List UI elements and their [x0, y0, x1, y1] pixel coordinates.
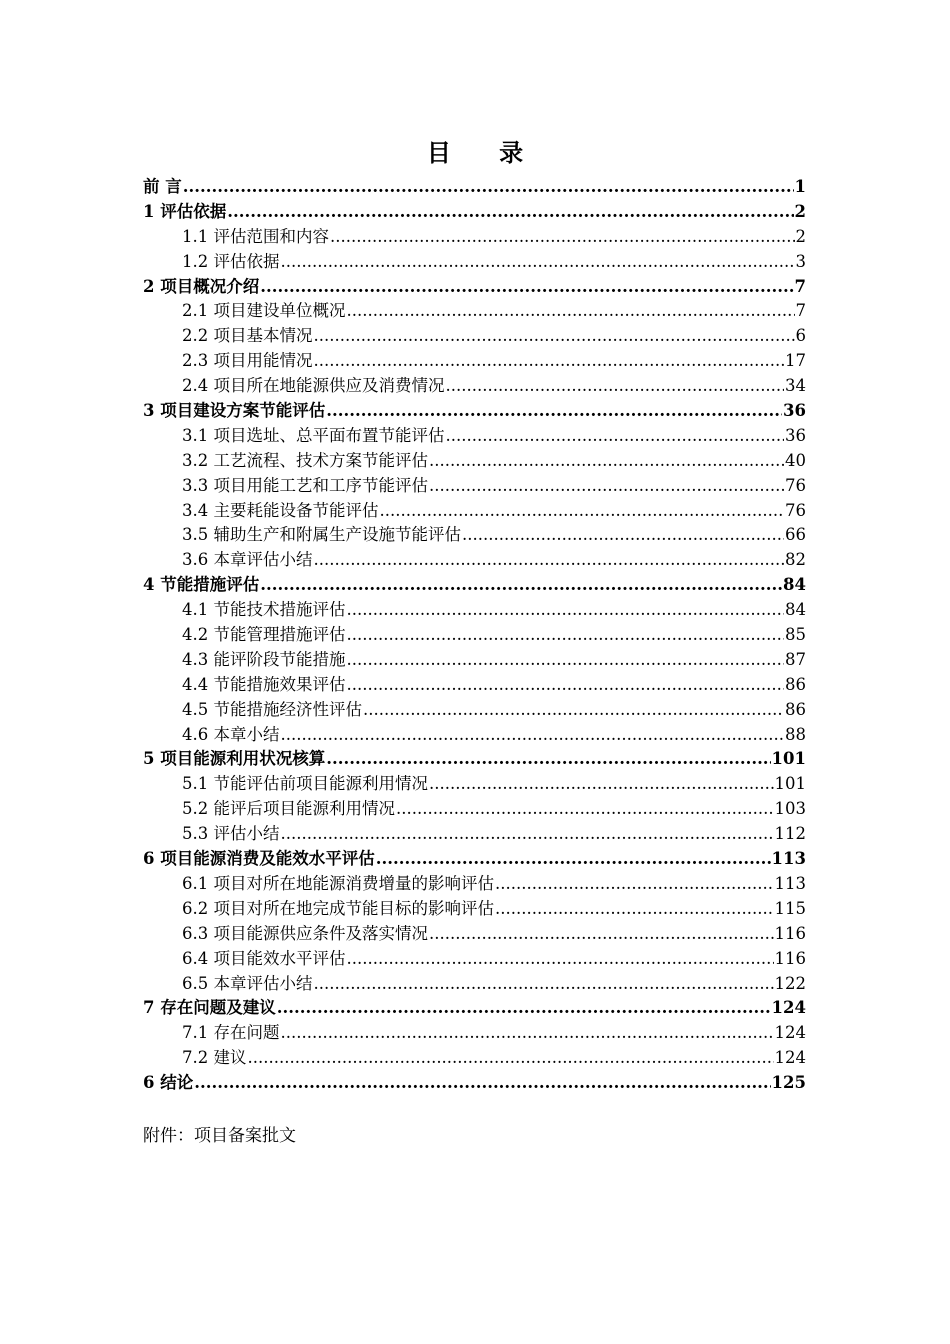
toc-entry-label: 3.1 项目选址、总平面布置节能评估 [182, 425, 445, 445]
toc-entry-page: 7 [795, 301, 806, 321]
toc-entry-page: 88 [785, 724, 806, 744]
toc-entry[interactable] [143, 673, 806, 698]
toc-entry-page: 124 [774, 1048, 806, 1068]
toc-entry-page: 2 [795, 226, 806, 246]
toc-leader-dots [495, 872, 774, 897]
toc-entry[interactable] [143, 648, 806, 673]
toc-entry-page: 17 [785, 351, 806, 371]
toc-entry-label: 4.1 节能技术措施评估 [182, 600, 346, 620]
toc-entry-page: 125 [771, 1073, 806, 1093]
toc-leader-dots [260, 275, 793, 300]
toc-entry-page: 116 [774, 923, 806, 943]
toc-entry-label: 前 言 [143, 177, 182, 196]
toc-entry-label: 6 项目能源消费及能效水平评估 [143, 849, 375, 869]
toc-leader-dots [347, 947, 774, 972]
toc-leader-dots [281, 250, 795, 275]
toc-entry[interactable] [143, 399, 806, 424]
toc-entry[interactable] [143, 772, 806, 797]
toc-entry-label: 2.4 项目所在地能源供应及消费情况 [182, 376, 445, 396]
toc-entry-page: 101 [771, 749, 806, 769]
toc-entry-page: 40 [785, 450, 806, 470]
toc-entry-label: 3.3 项目用能工艺和工序节能评估 [182, 475, 428, 495]
toc-entry[interactable] [143, 324, 806, 349]
toc-entry-page: 82 [785, 550, 806, 570]
toc-entry-page: 84 [783, 575, 806, 595]
appendix-note: 附件：项目备案批文 [143, 1126, 296, 1146]
toc-entry-label: 3 项目建设方案节能评估 [143, 401, 326, 421]
toc-entry-label: 6.1 项目对所在地能源消费增量的影响评估 [182, 873, 494, 893]
toc-entry[interactable] [143, 1071, 806, 1096]
toc-leader-dots [260, 573, 782, 598]
toc-entry[interactable] [143, 275, 806, 300]
toc-entry-page: 101 [774, 774, 806, 794]
toc-leader-dots [462, 523, 784, 548]
toc-entry[interactable] [143, 723, 806, 748]
toc-entry[interactable] [143, 598, 806, 623]
toc-leader-dots [396, 797, 774, 822]
toc-entry-page: 86 [785, 674, 806, 694]
toc-entry[interactable] [143, 797, 806, 822]
toc-entry[interactable] [143, 424, 806, 449]
toc-entry-label: 2 项目概况介绍 [143, 276, 260, 296]
toc-entry[interactable] [143, 623, 806, 648]
toc-entry-label: 5.3 评估小结 [182, 824, 280, 844]
toc-entry-page: 36 [785, 425, 806, 445]
toc-entry[interactable] [143, 972, 806, 997]
toc-entry-page: 76 [785, 475, 806, 495]
toc-entry[interactable] [143, 449, 806, 474]
toc-entry-label: 1 评估依据 [143, 201, 227, 221]
toc-entry-label: 1.2 评估依据 [182, 251, 280, 271]
toc-entry-page: 115 [774, 898, 806, 918]
toc-entry[interactable] [143, 897, 806, 922]
toc-leader-dots [380, 499, 785, 524]
toc-leader-dots [429, 449, 784, 474]
toc-leader-dots [429, 772, 774, 797]
toc-entry-page: 103 [774, 799, 806, 819]
table-of-contents [143, 175, 806, 1096]
toc-entry[interactable] [143, 250, 806, 275]
toc-leader-dots [347, 598, 785, 623]
toc-leader-dots [277, 996, 771, 1021]
toc-leader-dots [347, 299, 795, 324]
toc-entry[interactable] [143, 573, 806, 598]
toc-entry-page: 116 [774, 948, 806, 968]
toc-entry-page: 84 [785, 600, 806, 620]
toc-leader-dots [314, 548, 785, 573]
toc-leader-dots [227, 200, 793, 225]
toc-entry[interactable] [143, 747, 806, 772]
toc-entry-label: 3.6 本章评估小结 [182, 550, 313, 570]
toc-entry[interactable] [143, 175, 806, 200]
toc-entry[interactable] [143, 225, 806, 250]
toc-entry-label: 4.5 节能措施经济性评估 [182, 699, 362, 719]
toc-entry-page: 7 [794, 276, 806, 296]
toc-entry-label: 5.1 节能评估前项目能源利用情况 [182, 774, 428, 794]
toc-entry-label: 7.1 存在问题 [182, 1023, 280, 1043]
toc-entry-label: 6.3 项目能源供应条件及落实情况 [182, 923, 428, 943]
toc-entry-label: 1.1 评估范围和内容 [182, 226, 329, 246]
toc-entry-label: 4.4 节能措施效果评估 [182, 674, 346, 694]
toc-entry-label: 4.6 本章小结 [182, 724, 280, 744]
toc-leader-dots [330, 225, 795, 250]
toc-entry[interactable] [143, 299, 806, 324]
toc-leader-dots [376, 847, 771, 872]
toc-leader-dots [248, 1046, 774, 1071]
toc-entry[interactable] [143, 698, 806, 723]
toc-leader-dots [495, 897, 774, 922]
toc-entry-page: 124 [774, 1023, 806, 1043]
toc-entry[interactable] [143, 499, 806, 524]
toc-entry-label: 3.4 主要耗能设备节能评估 [182, 500, 379, 520]
toc-entry[interactable] [143, 548, 806, 573]
toc-entry[interactable] [143, 996, 806, 1021]
toc-leader-dots [194, 1071, 770, 1096]
toc-leader-dots [281, 822, 774, 847]
toc-leader-dots [429, 922, 774, 947]
toc-title: 目 录 [426, 138, 544, 167]
toc-entry-label: 6.2 项目对所在地完成节能目标的影响评估 [182, 898, 494, 918]
toc-entry-label: 4.3 能评阶段节能措施 [182, 649, 346, 669]
toc-entry-page: 85 [785, 625, 806, 645]
toc-entry[interactable] [143, 1046, 806, 1071]
toc-entry-page: 76 [785, 500, 806, 520]
toc-leader-dots [281, 1021, 774, 1046]
toc-entry-label: 5.2 能评后项目能源利用情况 [182, 799, 395, 819]
toc-entry[interactable] [143, 474, 806, 499]
toc-entry-label: 4 节能措施评估 [143, 575, 260, 595]
toc-entry[interactable] [143, 200, 806, 225]
toc-entry-page: 87 [785, 649, 806, 669]
toc-entry-label: 5 项目能源利用状况核算 [143, 749, 326, 769]
toc-leader-dots [429, 474, 784, 499]
toc-leader-dots [281, 723, 785, 748]
toc-entry-page: 36 [783, 401, 806, 421]
toc-leader-dots [314, 324, 795, 349]
toc-entry-label: 4.2 节能管理措施评估 [182, 625, 346, 645]
toc-entry-label: 6.5 本章评估小结 [182, 973, 313, 993]
toc-entry-label: 7 存在问题及建议 [143, 998, 276, 1018]
toc-leader-dots [314, 349, 785, 374]
toc-entry-page: 66 [785, 525, 806, 545]
toc-entry[interactable] [143, 847, 806, 872]
toc-leader-dots [347, 648, 785, 673]
toc-leader-dots [326, 747, 770, 772]
toc-entry[interactable] [143, 523, 806, 548]
toc-leader-dots [446, 424, 785, 449]
toc-entry[interactable] [143, 1021, 806, 1046]
toc-entry[interactable] [143, 822, 806, 847]
toc-leader-dots [183, 175, 794, 200]
toc-entry-page: 113 [771, 849, 806, 869]
toc-entry-page: 113 [774, 873, 806, 893]
toc-entry-page: 1 [794, 177, 806, 196]
toc-entry[interactable] [143, 947, 806, 972]
toc-leader-dots [363, 698, 784, 723]
toc-entry-label: 2.1 项目建设单位概况 [182, 301, 346, 321]
toc-leader-dots [314, 972, 774, 997]
toc-entry-label: 2.2 项目基本情况 [182, 326, 313, 346]
toc-entry-label: 7.2 建议 [182, 1048, 247, 1068]
toc-leader-dots [347, 623, 785, 648]
toc-entry[interactable] [143, 922, 806, 947]
toc-entry-page: 112 [774, 824, 806, 844]
toc-entry-label: 3.5 辅助生产和附属生产设施节能评估 [182, 525, 461, 545]
toc-leader-dots [446, 374, 785, 399]
toc-entry-label: 3.2 工艺流程、技术方案节能评估 [182, 450, 428, 470]
toc-entry-page: 34 [785, 376, 806, 396]
toc-entry-label: 2.3 项目用能情况 [182, 351, 313, 371]
toc-entry[interactable] [143, 374, 806, 399]
toc-entry-label: 6.4 项目能效水平评估 [182, 948, 346, 968]
toc-entry-page: 124 [771, 998, 806, 1018]
toc-entry-page: 86 [785, 699, 806, 719]
toc-leader-dots [347, 673, 785, 698]
toc-entry-page: 2 [794, 201, 806, 221]
toc-entry[interactable] [143, 872, 806, 897]
toc-entry-page: 122 [774, 973, 806, 993]
toc-entry-page: 3 [795, 251, 806, 271]
toc-entry-page: 6 [795, 326, 806, 346]
toc-entry-label: 6 结论 [143, 1073, 194, 1093]
toc-leader-dots [326, 399, 782, 424]
toc-entry[interactable] [143, 349, 806, 374]
